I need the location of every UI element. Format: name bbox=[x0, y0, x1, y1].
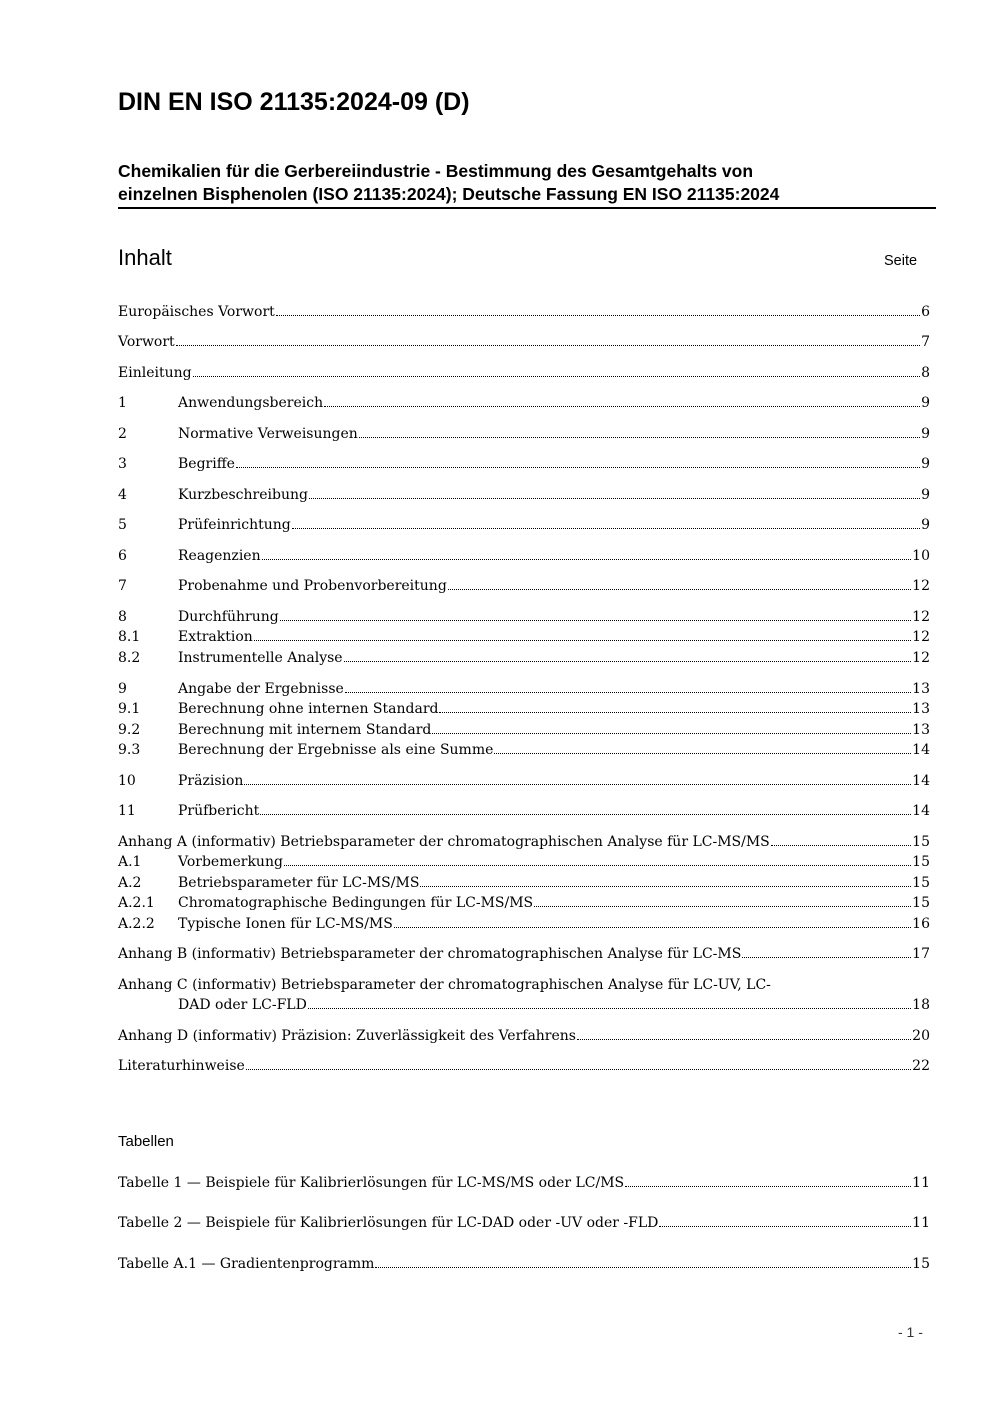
leader-dots bbox=[375, 1267, 911, 1268]
toc-entry-page: 15 bbox=[912, 895, 930, 911]
toc-entry-number: 8.1 bbox=[118, 629, 141, 645]
toc-entry-number: 5 bbox=[118, 517, 127, 533]
toc-entry-number: 1 bbox=[118, 395, 127, 411]
toc-entry-title: Vorwort bbox=[118, 334, 175, 350]
toc-entry-page: 9 bbox=[921, 456, 930, 472]
toc-entry-number: 7 bbox=[118, 578, 127, 594]
toc-entry-page: 20 bbox=[912, 1028, 930, 1044]
toc-entry[interactable] bbox=[118, 773, 930, 789]
table-entry-page: 15 bbox=[912, 1256, 930, 1272]
toc-entry[interactable] bbox=[118, 722, 930, 738]
toc-entry-title: Prüfbericht bbox=[178, 803, 260, 819]
leader-dots bbox=[439, 712, 911, 713]
toc-entry-title: Anhang A (informativ) Betriebsparameter der chromatographischen Analyse für LC-MS/MS bbox=[118, 834, 770, 850]
toc-entry-number: A.2.1 bbox=[118, 895, 155, 911]
leader-dots bbox=[659, 1226, 911, 1227]
leader-dots bbox=[394, 927, 911, 928]
toc-entry[interactable] bbox=[118, 681, 930, 697]
toc-entry-page: 10 bbox=[912, 548, 930, 564]
toc-entry-page: 9 bbox=[921, 487, 930, 503]
toc-entry-title: Chromatographische Bedingungen für LC-MS/MS bbox=[178, 895, 534, 911]
leader-dots bbox=[742, 957, 911, 958]
table-list-entry[interactable] bbox=[118, 1215, 930, 1231]
toc-entry-title: Normative Verweisungen bbox=[178, 426, 358, 442]
leader-dots bbox=[771, 845, 911, 846]
leader-dots bbox=[494, 753, 911, 754]
leader-dots bbox=[292, 528, 920, 529]
toc-entry-number: 10 bbox=[118, 773, 136, 789]
leader-dots bbox=[236, 467, 920, 468]
toc-entry-number: 11 bbox=[118, 803, 136, 819]
table-list-entry[interactable] bbox=[118, 1256, 930, 1272]
toc-entry-page: 14 bbox=[912, 742, 930, 758]
toc-entry-page: 9 bbox=[921, 395, 930, 411]
toc-entry-title: Anhang B (informativ) Betriebsparameter der chromatographischen Analyse für LC-MS bbox=[118, 946, 742, 962]
leader-dots bbox=[308, 1008, 911, 1009]
toc-entry-page: 7 bbox=[921, 334, 930, 350]
toc-entry[interactable] bbox=[118, 629, 930, 645]
toc-entry-annex[interactable] bbox=[118, 977, 930, 993]
toc-entry[interactable] bbox=[118, 395, 930, 411]
toc-entry-page: 17 bbox=[912, 946, 930, 962]
toc-entry-title: Europäisches Vorwort bbox=[118, 304, 275, 320]
toc-entry[interactable] bbox=[118, 548, 930, 564]
table-entry-page: 11 bbox=[912, 1215, 930, 1231]
toc-entry[interactable] bbox=[118, 609, 930, 625]
toc-heading: Inhalt bbox=[118, 245, 172, 270]
toc-entry[interactable] bbox=[118, 875, 930, 891]
leader-dots bbox=[344, 661, 912, 662]
toc-entry[interactable] bbox=[118, 742, 930, 758]
toc-entry[interactable] bbox=[118, 517, 930, 533]
toc-entry-title: Anwendungsbereich bbox=[178, 395, 324, 411]
toc-entry-title: Präzision bbox=[178, 773, 244, 789]
toc-entry-title: Berechnung ohne internen Standard bbox=[178, 701, 439, 717]
page-number: - 1 - bbox=[898, 1324, 923, 1340]
toc-entry-page: 13 bbox=[912, 701, 930, 717]
toc-entry-page: 13 bbox=[912, 681, 930, 697]
toc-entry-number: 8.2 bbox=[118, 650, 141, 666]
toc-entry-title: Probenahme und Probenvorbereitung bbox=[178, 578, 447, 594]
toc-entry[interactable] bbox=[118, 304, 930, 320]
toc-entry-title: Durchführung bbox=[178, 609, 279, 625]
toc-entry-number: A.2 bbox=[118, 875, 142, 891]
document-title: DIN EN ISO 21135:2024-09 (D) bbox=[118, 88, 470, 116]
leader-dots bbox=[448, 589, 911, 590]
toc-entry[interactable] bbox=[118, 1058, 930, 1074]
leader-dots bbox=[244, 784, 911, 785]
leader-dots bbox=[276, 315, 920, 316]
toc-entry-title: Vorbemerkung bbox=[178, 854, 283, 870]
toc-entry[interactable] bbox=[118, 916, 930, 932]
page-column-label: Seite bbox=[884, 253, 918, 269]
toc-entry-page: 15 bbox=[912, 854, 930, 870]
toc-entry-page: 22 bbox=[912, 1058, 930, 1074]
toc-entry-title: Literaturhinweise bbox=[118, 1058, 245, 1074]
toc-entry-page: 18 bbox=[912, 997, 930, 1013]
toc-entry-number: A.2.2 bbox=[118, 916, 155, 932]
toc-entry-title: Extraktion bbox=[178, 629, 253, 645]
leader-dots bbox=[577, 1039, 911, 1040]
document-subtitle bbox=[118, 160, 936, 209]
leader-dots bbox=[625, 1186, 911, 1187]
leader-dots bbox=[309, 498, 920, 499]
toc-entry-title: Kurzbeschreibung bbox=[178, 487, 308, 503]
toc-entry[interactable] bbox=[118, 803, 930, 819]
toc-entry-annex[interactable] bbox=[118, 946, 930, 962]
toc-entry[interactable] bbox=[118, 365, 930, 381]
table-entry-title: Tabelle 2 — Beispiele für Kalibrierlösungen für LC-DAD oder -UV oder -FLD bbox=[118, 1215, 659, 1231]
toc-entry-title: Reagenzien bbox=[178, 548, 261, 564]
toc-entry-title: Berechnung der Ergebnisse als eine Summe bbox=[178, 742, 494, 758]
toc-entry-page: 15 bbox=[912, 834, 930, 850]
toc-entry-title: Einleitung bbox=[118, 365, 192, 381]
toc-entry-page: 12 bbox=[912, 650, 930, 666]
table-list-entry[interactable] bbox=[118, 1175, 930, 1191]
leader-dots bbox=[345, 692, 911, 693]
toc-entry-number: 9.1 bbox=[118, 701, 141, 717]
toc-entry-number: 6 bbox=[118, 548, 127, 564]
toc-entry-title: Typische Ionen für LC-MS/MS bbox=[178, 916, 393, 932]
toc-entry-title: Anhang C (informativ) Betriebsparameter der chromatographischen Analyse für LC-UV, LC- bbox=[118, 977, 771, 993]
toc-entry-title: Instrumentelle Analyse bbox=[178, 650, 343, 666]
leader-dots bbox=[254, 640, 911, 641]
toc-entry[interactable] bbox=[118, 487, 930, 503]
toc-entry-annex[interactable] bbox=[118, 1028, 930, 1044]
leader-dots bbox=[176, 345, 920, 346]
toc-entry-page: 12 bbox=[912, 578, 930, 594]
leader-dots bbox=[193, 376, 921, 377]
toc-entry-page: 6 bbox=[921, 304, 930, 320]
toc-entry[interactable] bbox=[118, 650, 930, 666]
toc-entry-title: Anhang D (informativ) Präzision: Zuverlässigkeit des Verfahrens bbox=[118, 1028, 576, 1044]
toc-entry[interactable] bbox=[118, 426, 930, 442]
toc-entry[interactable] bbox=[118, 701, 930, 717]
subtitle-line-2: einzelnen Bisphenolen (ISO 21135:2024); Deutsche Fassung EN ISO 21135:2024 bbox=[118, 184, 780, 204]
leader-dots bbox=[262, 559, 912, 560]
toc-entry[interactable] bbox=[118, 578, 930, 594]
table-entry-title: Tabelle A.1 — Gradientenprogramm bbox=[118, 1256, 375, 1272]
leader-dots bbox=[284, 865, 911, 866]
leader-dots bbox=[420, 886, 911, 887]
tables-heading: Tabellen bbox=[118, 1133, 174, 1150]
toc-entry-number: 3 bbox=[118, 456, 127, 472]
table-entry-page: 11 bbox=[912, 1175, 930, 1191]
toc-entry-annex[interactable] bbox=[118, 834, 930, 850]
toc-entry[interactable] bbox=[118, 895, 930, 911]
toc-entry-number: 4 bbox=[118, 487, 127, 503]
toc-entry[interactable] bbox=[118, 334, 930, 350]
toc-entry-title-continuation: DAD oder LC-FLD bbox=[178, 997, 307, 1013]
toc-entry-number: 8 bbox=[118, 609, 127, 625]
leader-dots bbox=[359, 437, 920, 438]
leader-dots bbox=[432, 733, 911, 734]
toc-entry-title: Begriffe bbox=[178, 456, 235, 472]
toc-entry-title: Prüfeinrichtung bbox=[178, 517, 291, 533]
toc-entry-page: 8 bbox=[921, 365, 930, 381]
toc-entry-number: A.1 bbox=[118, 854, 142, 870]
toc-entry-number: 9.3 bbox=[118, 742, 141, 758]
toc-entry-number: 9.2 bbox=[118, 722, 141, 738]
toc-entry-page: 12 bbox=[912, 629, 930, 645]
toc-entry-title: Berechnung mit internem Standard bbox=[178, 722, 432, 738]
toc-entry[interactable] bbox=[118, 854, 930, 870]
leader-dots bbox=[534, 906, 911, 907]
toc-entry-page: 16 bbox=[912, 916, 930, 932]
leader-dots bbox=[324, 406, 920, 407]
toc-entry-page: 9 bbox=[921, 426, 930, 442]
leader-dots bbox=[246, 1069, 911, 1070]
toc-entry-page: 14 bbox=[912, 773, 930, 789]
leader-dots bbox=[280, 620, 911, 621]
toc-entry-page: 9 bbox=[921, 517, 930, 533]
toc-entry-number: 2 bbox=[118, 426, 127, 442]
toc-entry-page: 13 bbox=[912, 722, 930, 738]
subtitle-line-1: Chemikalien für die Gerbereiindustrie - Bestimmung des Gesamtgehalts von bbox=[118, 161, 754, 181]
toc-entry-page: 14 bbox=[912, 803, 930, 819]
toc-entry-title: Angabe der Ergebnisse bbox=[178, 681, 344, 697]
toc-entry-page: 12 bbox=[912, 609, 930, 625]
toc-entry-page: 15 bbox=[912, 875, 930, 891]
toc-entry-annex-continuation[interactable] bbox=[178, 997, 930, 1013]
toc-entry[interactable] bbox=[118, 456, 930, 472]
toc-entry-number: 9 bbox=[118, 681, 127, 697]
toc-entry-title: Betriebsparameter für LC-MS/MS bbox=[178, 875, 420, 891]
table-entry-title: Tabelle 1 — Beispiele für Kalibrierlösungen für LC-MS/MS oder LC/MS bbox=[118, 1175, 625, 1191]
leader-dots bbox=[260, 814, 911, 815]
